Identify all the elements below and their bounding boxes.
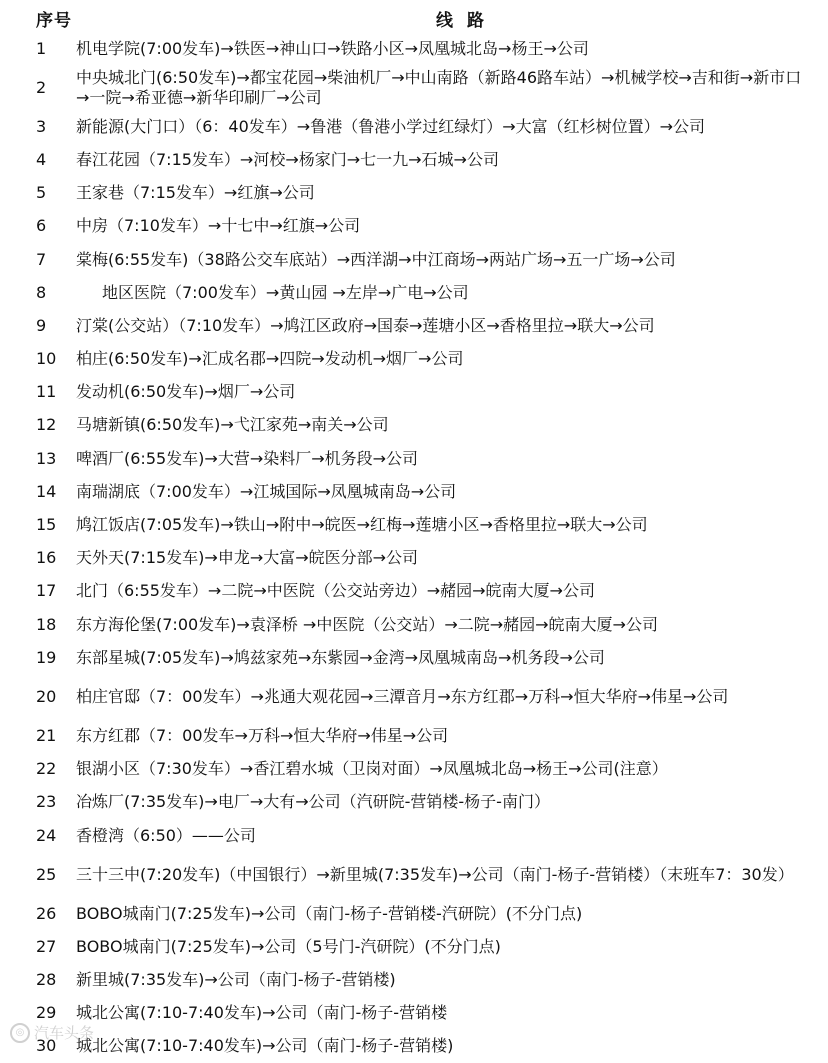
- table-row: [36, 719, 814, 752]
- table-row: [36, 608, 814, 641]
- row-number: 4: [36, 149, 47, 169]
- row-route: 新里城(7:35发车)→公司（南门-杨子-营销楼): [76, 970, 396, 990]
- row-number: 13: [36, 448, 57, 468]
- table-row: [36, 852, 814, 897]
- row-number: 29: [36, 1003, 57, 1023]
- table-header: [36, 2, 814, 32]
- row-number: 30: [36, 1036, 57, 1056]
- row-route: 棠梅(6:55发车)（38路公交车底站）→西洋湖→中江商场→两站广场→五一广场→公司: [76, 249, 676, 269]
- logo-icon: ◎: [10, 1023, 30, 1043]
- row-route: 柏庄(6:50发车)→汇成名郡→四院→发动机→烟厂→公司: [76, 349, 464, 369]
- table-row: [36, 409, 814, 442]
- row-route: 东方海伦堡(7:00发车)→袁泽桥 →中医院（公交站）→二院→赭园→皖南大厦→公司: [76, 614, 658, 634]
- row-number: 19: [36, 647, 57, 667]
- row-number: 5: [36, 183, 47, 203]
- table-row: [36, 309, 814, 342]
- row-number: 23: [36, 792, 57, 812]
- table-row: [36, 65, 814, 110]
- row-number: 22: [36, 759, 57, 779]
- row-route: 鸠江饭店(7:05发车)→铁山→附中→皖医→红梅→莲塘小区→香格里拉→联大→公司: [76, 515, 648, 535]
- row-route: 柏庄官邸（7：00发车）→兆通大观花园→三潭音月→东方红郡→万科→恒大华府→伟星→公司: [76, 686, 729, 706]
- row-number: 25: [36, 864, 57, 884]
- table-row: [36, 110, 814, 143]
- row-route: 中房（7:10发车）→十七中→红旗→公司: [76, 216, 361, 236]
- row-route: 东方红郡（7：00发车→万科→恒大华府→伟星→公司: [76, 725, 449, 745]
- row-number: 8: [36, 282, 47, 302]
- row-number: 27: [36, 936, 57, 956]
- row-route: BOBO城南门(7:25发车)→公司（南门-杨子-营销楼-汽研院）(不分门点): [76, 903, 583, 923]
- row-number: 21: [36, 725, 57, 745]
- row-number: 18: [36, 614, 57, 634]
- row-number: 17: [36, 581, 57, 601]
- row-route: 地区医院（7:00发车）→黄山园 →左岸→广电→公司: [102, 282, 469, 302]
- watermark: [10, 1022, 94, 1043]
- table-row: [36, 575, 814, 608]
- row-number: 26: [36, 903, 57, 923]
- row-route: 银湖小区（7:30发车）→香江碧水城（卫岗对面）→凤凰城北岛→杨王→公司(注意）: [76, 759, 668, 779]
- row-route: 香橙湾（6:50）——公司: [76, 825, 256, 845]
- table-row: [36, 819, 814, 852]
- table-row: [36, 930, 814, 963]
- table-row: [36, 475, 814, 508]
- row-route: 东部星城(7:05发车)→鸠兹家苑→东紫园→金湾→凤凰城南岛→机务段→公司: [76, 647, 605, 667]
- row-number: 11: [36, 382, 57, 402]
- row-number: 12: [36, 415, 57, 435]
- table-row: [36, 897, 814, 930]
- row-route: 新能源(大门口）（6：40发车）→鲁港（鲁港小学过红绿灯）→大富（红杉树位置）→公司: [76, 116, 706, 136]
- row-route: 中央城北门(6:50发车)→都宝花园→柴油机厂→中山南路（新路46路车站）→机械学校→吉和街→新市口→一院→希亚德→新华印刷厂→公司: [76, 67, 802, 107]
- table-row: [36, 542, 814, 575]
- row-number: 15: [36, 515, 57, 535]
- table-row: [36, 276, 814, 309]
- table-row: [36, 177, 814, 210]
- row-number: 9: [36, 315, 47, 335]
- row-route: 王家巷（7:15发车）→红旗→公司: [76, 183, 315, 203]
- header-route: 线路: [436, 11, 498, 31]
- table-row: [36, 508, 814, 541]
- row-route: 发动机(6:50发车)→烟厂→公司: [76, 382, 296, 402]
- table-row: [36, 964, 814, 997]
- row-route: 城北公寓(7:10-7:40发车)→公司（南门-杨子-营销楼): [76, 1036, 454, 1056]
- row-number: 1: [36, 38, 47, 58]
- table-row: [36, 786, 814, 819]
- row-route: 南瑞湖底（7:00发车）→江城国际→凤凰城南岛→公司: [76, 481, 457, 501]
- row-route: 北门（6:55发车）→二院→中医院（公交站旁边）→赭园→皖南大厦→公司: [76, 581, 595, 601]
- watermark-text: 汽车头条: [34, 1024, 95, 1042]
- route-table-body: [36, 32, 814, 1063]
- table-row: [36, 1030, 814, 1063]
- table-row: [36, 376, 814, 409]
- row-number: 14: [36, 481, 57, 501]
- row-route: 汀棠(公交站）（7:10发车）→鸠江区政府→国泰→莲塘小区→香格里拉→联大→公司: [76, 315, 655, 335]
- row-number: 7: [36, 249, 47, 269]
- row-number: 24: [36, 825, 57, 845]
- table-row: [36, 32, 814, 65]
- row-number: 16: [36, 548, 57, 568]
- row-number: 3: [36, 116, 47, 136]
- row-number: 20: [36, 686, 57, 706]
- header-number: 序号: [36, 11, 72, 31]
- row-number: 2: [36, 77, 47, 97]
- table-row: [36, 343, 814, 376]
- table-row: [36, 641, 814, 674]
- row-route: 冶炼厂(7:35发车)→电厂→大有→公司（汽研院-营销楼-杨子-南门）: [76, 792, 550, 812]
- row-route: 春江花园（7:15发车）→河校→杨家门→七一九→石城→公司: [76, 149, 499, 169]
- table-row: [36, 442, 814, 475]
- row-route: 三十三中(7:20发车)（中国银行）→新里城(7:35发车)→公司（南门-杨子-营销楼）（末班车7：30发）: [76, 864, 794, 884]
- table-row: [36, 997, 814, 1030]
- row-route: 啤酒厂(6:55发车)→大营→染料厂→机务段→公司: [76, 448, 419, 468]
- row-route: 天外天(7:15发车)→申龙→大富→皖医分部→公司: [76, 548, 419, 568]
- table-row: [36, 143, 814, 176]
- row-number: 6: [36, 216, 47, 236]
- row-route: 马塘新镇(6:50发车)→弋江家苑→南关→公司: [76, 415, 389, 435]
- row-route: BOBO城南门(7:25发车)→公司（5号门-汽研院）(不分门点): [76, 936, 501, 956]
- table-row: [36, 674, 814, 719]
- table-row: [36, 243, 814, 276]
- row-number: 28: [36, 970, 57, 990]
- row-route: 城北公寓(7:10-7:40发车)→公司（南门-杨子-营销楼: [76, 1003, 448, 1023]
- row-number: 10: [36, 349, 57, 369]
- table-row: [36, 210, 814, 243]
- table-row: [36, 753, 814, 786]
- row-route: 机电学院(7:00发车)→铁医→神山口→铁路小区→凤凰城北岛→杨王→公司: [76, 38, 589, 58]
